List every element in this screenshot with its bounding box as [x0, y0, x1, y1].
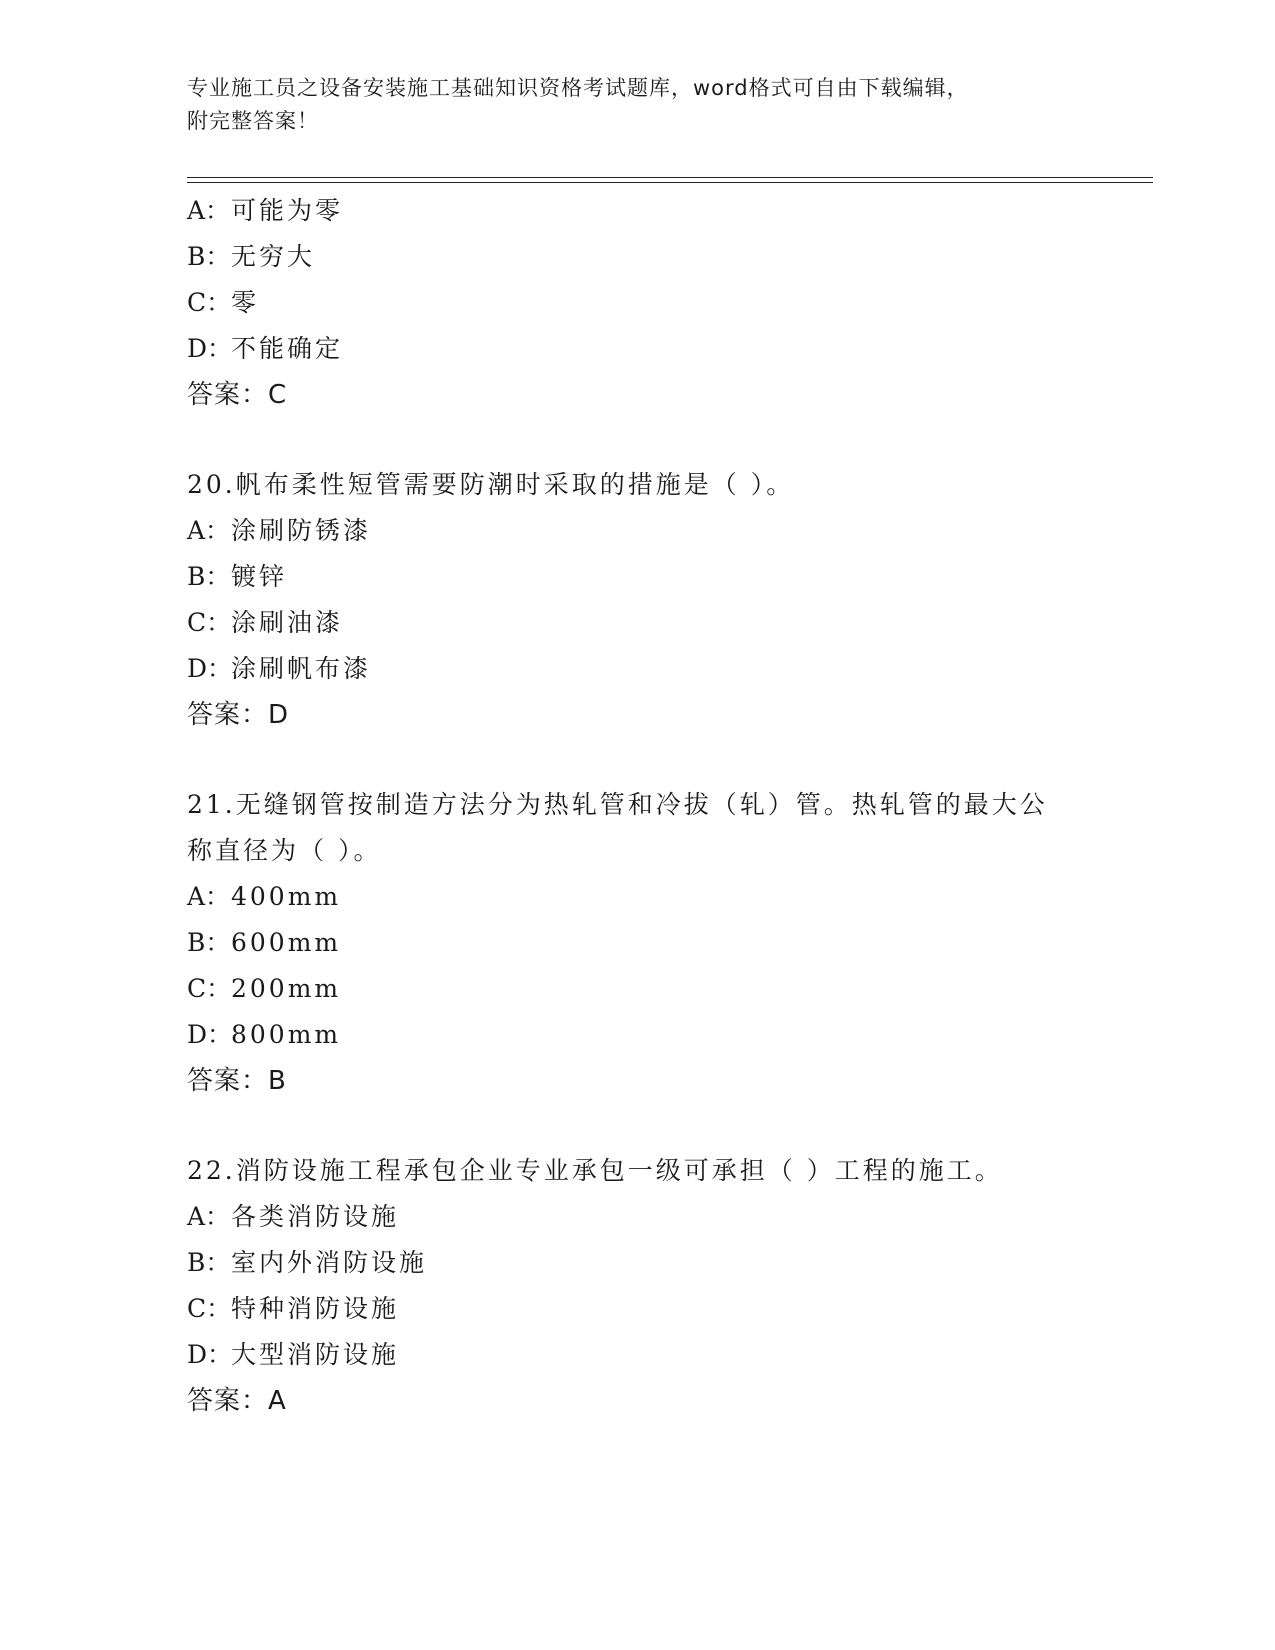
option-d: D：800mm — [187, 1020, 342, 1049]
option-c: C：特种消防设施 — [187, 1294, 400, 1323]
answer-line: 答案：C — [187, 380, 288, 410]
question-text: 21.无缝钢管按制造方法分为热轧管和冷拔（轧）管。热轧管的最大公 — [187, 790, 1048, 819]
option-d: D：大型消防设施 — [187, 1340, 400, 1369]
header-line-2: 附完整答案！ — [187, 109, 319, 133]
header-line-1: 专业施工员之设备安装施工基础知识资格考试题库，word格式可自由下载编辑， — [187, 76, 969, 100]
question-text: 22.消防设施工程承包企业专业承包一级可承担（ ）工程的施工。 — [187, 1156, 1003, 1185]
option-a: A：各类消防设施 — [187, 1202, 400, 1231]
question-block-21 — [187, 782, 1107, 1104]
option-b: B：镀锌 — [187, 562, 288, 591]
option-b: B：无穷大 — [187, 242, 316, 271]
option-a: A：400mm — [187, 882, 342, 911]
question-list — [187, 188, 1107, 1424]
question-block-19 — [187, 188, 1107, 418]
answer-line: 答案：B — [187, 1066, 287, 1096]
option-a: A：涂刷防锈漆 — [187, 516, 372, 545]
answer-line: 答案：A — [187, 1386, 287, 1416]
document-header — [187, 72, 1067, 138]
option-a: A：可能为零 — [187, 196, 344, 225]
option-b: B：600mm — [187, 928, 342, 957]
option-d: D：涂刷帆布漆 — [187, 654, 372, 683]
option-b: B：室内外消防设施 — [187, 1248, 428, 1277]
question-text-continued: 称直径为（ ）。 — [187, 836, 382, 865]
option-c: C：涂刷油漆 — [187, 608, 344, 637]
answer-line: 答案：D — [187, 700, 290, 730]
question-text: 20.帆布柔性短管需要防潮时采取的措施是（ ）。 — [187, 470, 795, 499]
option-d: D：不能确定 — [187, 334, 344, 363]
question-block-20 — [187, 462, 1107, 738]
option-c: C：零 — [187, 288, 260, 317]
header-rule-bottom — [187, 182, 1153, 183]
header-rule-top — [187, 177, 1153, 178]
option-c: C：200mm — [187, 974, 342, 1003]
question-block-22 — [187, 1148, 1107, 1424]
